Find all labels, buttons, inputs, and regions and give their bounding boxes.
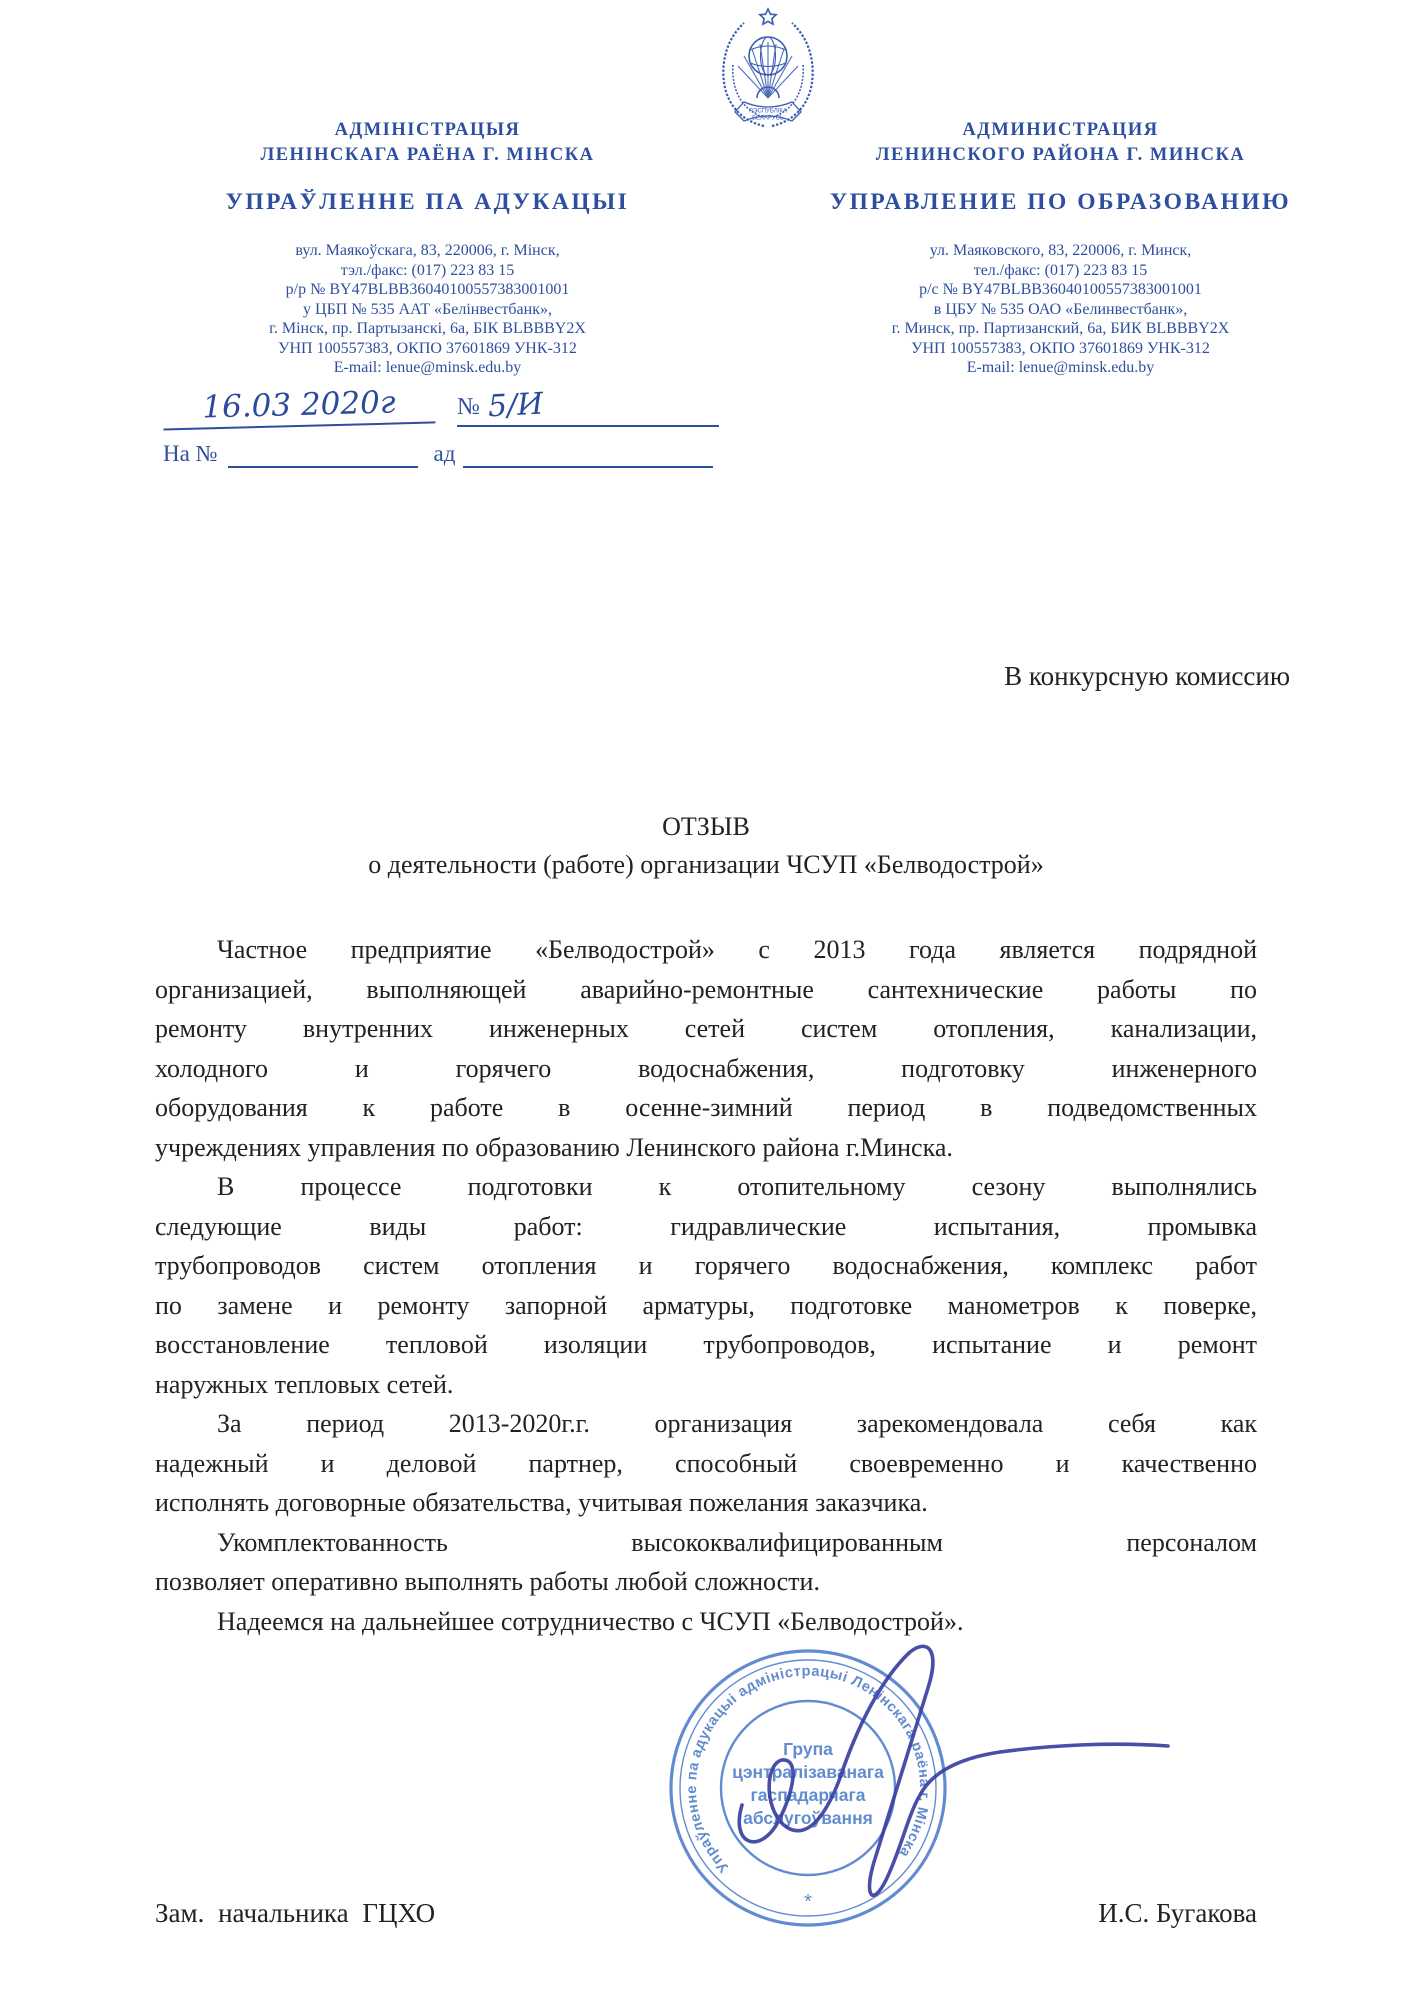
body-line: За период 2013-2020г.г. организация зарекомендовала себя как	[217, 1409, 1257, 1438]
address-line: в ЦБУ № 535 ОАО «Белинвестбанк»,	[933, 300, 1188, 318]
body-paragraph	[155, 930, 1257, 1167]
address-line: УНП 100557383, ОКПО 37601869 УНК-312	[278, 339, 577, 357]
handwritten-number: 5/И	[487, 386, 545, 425]
document-title	[155, 812, 1257, 880]
number-field	[457, 386, 719, 427]
body-line: по замене и ремонту запорной арматуры, подготовке манометров к поверке,	[155, 1290, 1257, 1320]
signer-position: Зам. начальника ГЦХО	[155, 1898, 436, 1928]
letterhead-russian	[778, 118, 1343, 378]
number-sign-label: №	[457, 394, 480, 420]
stamp-center-line: цэнтралізаванага	[732, 1762, 884, 1782]
stamp-center-line: Група	[783, 1739, 833, 1759]
body-line: следующие виды работ: гидравлические испытания, промывка	[155, 1211, 1257, 1241]
letterhead-belarusian	[145, 118, 710, 378]
letter-body	[155, 930, 1257, 1641]
department-name: УПРАЎЛЕННЕ ПА АДУКАЦЫІ	[225, 189, 630, 215]
reply-to-row	[163, 440, 719, 468]
body-line: холодного и горячего водоснабжения, подготовку инженерного	[155, 1053, 1257, 1083]
recipient-line: В конкурсную комиссию	[1004, 661, 1290, 691]
star-icon	[760, 9, 776, 24]
address-block	[145, 241, 710, 378]
reference-block	[163, 384, 719, 468]
body-line: наружных тепловых сетей.	[155, 1369, 454, 1399]
signature-row	[155, 1898, 1257, 1929]
body-paragraph	[155, 1404, 1257, 1523]
belarus-coat-of-arms-icon	[718, 6, 818, 132]
body-line: учреждениях управления по образованию Ленинского района г.Минска.	[155, 1132, 953, 1162]
address-line: р/р № BY47BLBB36040100557383001001	[285, 281, 570, 298]
stamp-ring-text: Упраўленне па адукацыі адміністрацыі Ленінскага раёна г. Мінска	[683, 1663, 933, 1876]
body-line: ремонту внутренних инженерных сетей систем отопления, канализации,	[155, 1014, 1257, 1043]
body-line: Частное предприятие «Белводострой» с 2013 года является подрядной	[217, 935, 1257, 964]
body-line: позволяет оперативно выполнять работы любой сложности.	[155, 1567, 820, 1596]
org-name-line1: АДМІНІСТРАЦЫЯ	[334, 120, 521, 140]
address-line: ул. Маяковского, 83, 220006, г. Минск,	[929, 242, 1192, 259]
date-number-row	[163, 384, 719, 427]
body-paragraph	[155, 1523, 1257, 1602]
body-line: надежный и деловой партнер, способный своевременно и качественно	[155, 1448, 1257, 1478]
body-line: восстановление тепловой изоляции трубопроводов, испытание и ремонт	[155, 1330, 1257, 1359]
blank-underline	[228, 440, 418, 468]
address-line: УНП 100557383, ОКПО 37601869 УНК-312	[911, 339, 1210, 357]
address-line: у ЦБП № 535 ААТ «Белінвестбанк»,	[303, 300, 552, 318]
org-name-line2: ЛЕНИНСКОГО РАЙОНА Г. МИНСКА	[875, 145, 1246, 165]
stamp-center-line: гаспадарчага	[750, 1785, 866, 1805]
ribbon-text-line2: БЕЛАРУСЬ	[752, 115, 784, 122]
address-line: тэл./факс: (017) 223 83 15	[340, 261, 515, 279]
address-line: вул. Маякоўскага, 83, 220006, г. Мінск,	[295, 242, 560, 259]
handwritten-signature	[660, 1600, 1200, 1930]
address-line: E-mail: lenue@minsk.edu.by	[966, 359, 1155, 376]
org-name-line2: ЛЕНІНСКАГА РАЁНА Г. МІНСКА	[260, 145, 595, 165]
blank-underline	[463, 440, 713, 468]
body-paragraph	[155, 1167, 1257, 1404]
body-line: Укомплектованность высококвалифицированным персоналом	[217, 1527, 1257, 1557]
title-main: ОТЗЫВ	[662, 812, 750, 841]
body-line: Надеемся на дальнейшее сотрудничество с ЧСУП «Белводострой».	[217, 1606, 964, 1636]
address-line: г. Мінск, пр. Партызанскі, 6а, БІК BLBBBY2X	[269, 320, 586, 337]
body-line: трубопроводов систем отопления и горячего водоснабжения, комплекс работ	[155, 1251, 1257, 1280]
stamp-center-line: абслугоўвання	[743, 1808, 873, 1828]
body-line: организацией, выполняющей аварийно-ремонтные сантехнические работы по	[155, 974, 1257, 1004]
from-label: ад	[433, 441, 456, 466]
department-name: УПРАВЛЕНИЕ ПО ОБРАЗОВАНИЮ	[829, 189, 1292, 215]
body-line: оборудования к работе в осенне-зимний период в подведомственных	[155, 1093, 1257, 1122]
on-number-label: На №	[163, 441, 218, 466]
address-line: E-mail: lenue@minsk.edu.by	[333, 359, 522, 376]
signer-name: И.С. Бугакова	[1098, 1898, 1257, 1928]
address-line: р/с № BY47BLBB36040100557383001001	[919, 281, 1202, 298]
stamp-bottom-star: *	[804, 1891, 812, 1913]
handwritten-date: 16.03 2020г	[163, 384, 436, 430]
title-subtitle: о деятельности (работе) организации ЧСУП «Белводострой»	[368, 850, 1044, 879]
address-line: тел./факс: (017) 223 83 15	[973, 261, 1148, 279]
ribbon-text-line1: РЭСПУБЛІКА	[749, 108, 787, 115]
address-line: г. Минск, пр. Партизанский, 6а, БИК BLBBBY2X	[891, 320, 1230, 337]
address-block	[778, 241, 1343, 378]
body-line: исполнять договорные обязательства, учитывая пожелания заказчика.	[155, 1488, 928, 1517]
body-line: В процессе подготовки к отопительному сезону выполнялись	[217, 1172, 1257, 1201]
sun-rays-icon	[738, 42, 798, 98]
org-name-line1: АДМИНИСТРАЦИЯ	[962, 120, 1159, 140]
